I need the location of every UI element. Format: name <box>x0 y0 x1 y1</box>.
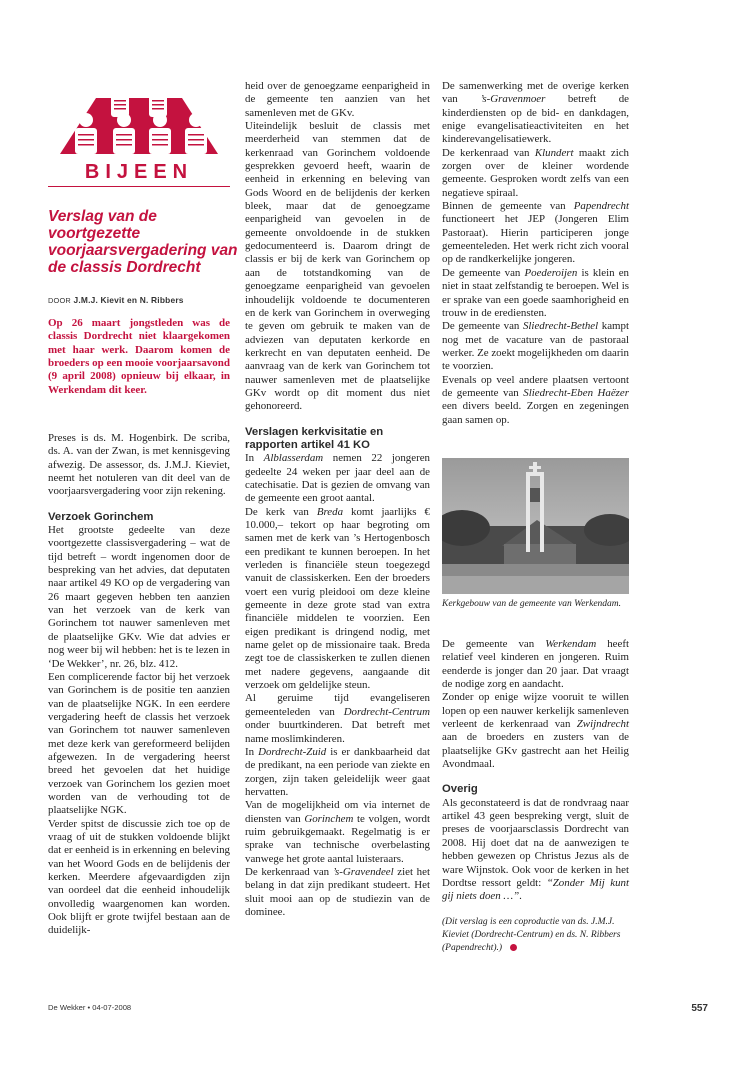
paragraph: De kerk van Breda komt jaarlijks € 10.000,– tekort op haar begroting om samen met de kerk van ’s Hertogenbosch een predikant te kunnen beroepen. In het verleden is financiële steun toegezegd vanuit de classiskerken. Een der broeders voert een vurig pleidooi om deze kleine gemeente in deze grote stad van extra financiële middelen te voorzien. Een eigen predikant is dringend nodig, met name gelet op de missionaire taak. Breda zegt toe de classiskerken te zullen dienen met nadere gegevens, aangaande dit verzoek om geldelijke steun. <box>245 505 430 692</box>
paragraph: De gemeente van Werkendam heeft relatief veel kinderen en jongeren. Ruim eenderde is jonger dan 20 jaar. Dat vraagt de nodige zorg en aandacht. <box>442 638 629 691</box>
paragraph: De samenwerking met de overige kerken van ’s-Gravenmoer betreft de kinderdiensten op de bid- en dankdagen, enige evangelisatieactiviteiten en het kinderevangelisatiewerk. <box>442 80 629 146</box>
divider <box>48 186 230 187</box>
paragraph: Uiteindelijk besluit de classis met meerderheid van stemmen dat de kerkenraad van Gorinchem voldoende gesprekken gevoerd heeft, waarin de eenheid in erkenning en beleving van Gods Woord en de belijdenis der kerken bleek, maar dat de genoegzame eenparigheid van gevoelen in de gemeente onvoldoende in de stukken gedocumenteerd is. Daarom dringt de classis er bij de kerk van Gorinchem op aan de totstandkoming van de genoegzame eenparigheid van gevoelen inhoudelijk voldoende te documenteren en de kerk van Gorinchem in overweging te geven om gebruik te maken van de adviezen van deputaten kerkorde en kerkrecht en van deputaten eenheid. De aanvraag van de kerk van Gorinchem tot nauwer samenleven met de plaatselijke GKv wordt op dit moment dus niet gehonoreerd. <box>245 120 430 413</box>
paragraph: Als geconstateerd is dat de rondvraag naar artikel 43 geen bespreking vergt, sluit de preses de voorjaarsclassis Dordrecht van 2008. Hij doet dat na de aanwezigen te hebben gewezen op Christus Jezus als de ware Wijnstok. Ook voor de kerken in het Dordtse ressort geldt: “Zonder Mij kunt gij niets doen …”. <box>442 796 629 903</box>
paragraph: De kerkenraad van Klundert maakt zich zorgen over de kleiner wordende gemeente. Gesproken wordt zelfs van een negatieve spiraal. <box>442 146 629 199</box>
logo-word: BIJEEN <box>84 161 194 183</box>
lead-paragraph: Op 26 maart jongstleden was de classis Dordrecht niet klaargekomen met haar werk. Daarom komen de broeders op een mooie voorjaarsavond (9 april 2008) opnieuw bij elkaar, in Werkendam dit keer. <box>48 317 230 396</box>
paragraph: Verder spitst de discussie zich toe op de vraag of uit de stukken voldoende blijkt dat er eenheid is in erkenning en beleving van het Woord Gods en de belijdenis der kerken. Meerdere afgevaardigden zijn van oordeel dat die eenheid inhoudelijk onvolledig waargenomen kan worden. Ook blijft er grote twijfel bestaan aan de duidelijk- <box>48 817 230 937</box>
section-heading-verslagen <box>245 426 430 453</box>
paragraph: In Dordrecht-Zuid is er dankbaarheid dat de predikant, na een periode van ziekte en zorgen, zijn taken geleidelijk weer gaat hervatten. <box>245 745 430 798</box>
paragraph: In Alblasserdam nemen 22 jongeren gedeelte 24 weken per jaar deel aan de catechisatie. Dat is gezien de omvang van de gemeente een groot aantal. <box>245 452 430 505</box>
paragraph: Een complicerende factor bij het verzoek van Gorinchem is de positie ten aanzien van de plaatselijke NGK. In een eerdere vergadering heeft de classis het verzoek van Gorinchem tot nauwer samenleven met deze kerk van gereformeerd belijden afgewezen. In de vergadering heerst breed het gevoelen dat het huidige verzoek van Gorinchem los gezien moet worden van de verhouding tot de plaatselijke NGK. <box>48 670 230 817</box>
column-1 <box>48 432 230 938</box>
article-title: Verslag van de voortgezette voorjaarsvergadering van de classis Dordrecht <box>48 208 238 276</box>
byline-authors: J.M.J. Kievit en N. Ribbers <box>73 295 184 305</box>
church-photo <box>442 458 629 594</box>
byline <box>48 295 184 305</box>
paragraph: Van de mogelijkheid om via internet de diensten van Gorinchem te volgen, wordt ruim gebruikgemaakt. Regelmatig is er sprake van technische overbelasting vanwege het grote aantal luisteraars. <box>245 799 430 865</box>
paragraph: De gemeente van Sliedrecht-Bethel kampt nog met de vacature van de pastoraal werker. Ze zoekt mogelijkheden om daarin te voorzien. <box>442 320 629 373</box>
heading-line: Verslagen kerkvisitatie en <box>245 425 384 438</box>
photo-caption: Kerkgebouw van de gemeente van Werkendam. <box>442 599 622 609</box>
page-number: 557 <box>691 1003 708 1014</box>
intro-paragraph: Preses is ds. M. Hogenbirk. De scriba, ds. A. van der Zwan, is met kennisgeving afwezig. De assessor, ds. J.M.J. Kieviet, neemt het notuleren van dit deel van de voorjaarsvergadering voor zijn rekening. <box>48 432 230 498</box>
column-3-lower <box>442 638 629 955</box>
paragraph: Binnen de gemeente van Papendrecht functioneert het JEP (Jongeren Elim Pastoraat). Hierin participeren jonge gemeenteleden. Het werk richt zich vooral op de randkerkelijke jongeren. <box>442 200 629 266</box>
end-mark-icon <box>510 944 517 951</box>
coproduction-note: (Dit verslag is een coproductie van ds. J.M.J. Kieviet (Dordrecht-Centrum) en ds. N. Ribbers (Papendrecht).) <box>442 916 621 954</box>
column-2 <box>245 80 430 919</box>
paragraph: Zonder op enige wijze vooruit te willen lopen op een nauwer kerkelijk samenleven verleent de kerkenraad van Zwijndrecht aan de broeders en zusters van de plaatselijke GKv gastrecht aan het Heilig Avondmaal. <box>442 691 629 771</box>
section-heading-overig: Overig <box>442 783 478 796</box>
byline-prefix: DOOR <box>48 296 71 305</box>
bijeen-logo <box>48 76 230 186</box>
footer-publication: De Wekker • 04-07-2008 <box>48 1003 132 1012</box>
paragraph: De gemeente van Poederoijen is klein en niet in staat zelfstandig te beroepen. Wel is er sprake van een goede saamhorigheid en trouw in de erediensten. <box>442 266 629 319</box>
paragraph: Evenals op veel andere plaatsen vertoont de gemeente van Sliedrecht-Eben Haëzer een divers beeld. Zorgen en zegeningen gaan samen op. <box>442 373 629 426</box>
paragraph: De kerkenraad van ’s-Gravendeel ziet het belang in dat zijn predikant studeert. Het sluit mooi aan op de studiezin van de dominee. <box>245 865 430 918</box>
column-3 <box>442 80 629 427</box>
paragraph: Al geruime tijd evangeliseren gemeenteleden van Dordrecht-Centrum onder buurtkinderen. Dat betreft met name moslimkinderen. <box>245 692 430 745</box>
paragraph: heid over de genoegzame eenparigheid in de gemeente ten aanzien van het samenleven met de GKv. <box>245 80 430 119</box>
paragraph: Het grootste gedeelte van deze voortgezette classisvergadering – wat de tijd betreft – wordt ingenomen door de bespreking van het advies, dat deputaten naar artikel 49 KO op de vergadering van 26 maart gegeven hebben ten aanzien van het verzoek van de kerk van Gorinchem tot nauwer samenleven met de plaatselijke GKv. Wie dat advies er nog weer bij wil hebben: het is te lezen in ‘De Wekker’, nr. 26, blz. 412. <box>48 524 230 670</box>
section-heading-verzoek: Verzoek Gorinchem <box>48 510 154 523</box>
heading-line: rapporten artikel 41 KO <box>245 438 370 451</box>
